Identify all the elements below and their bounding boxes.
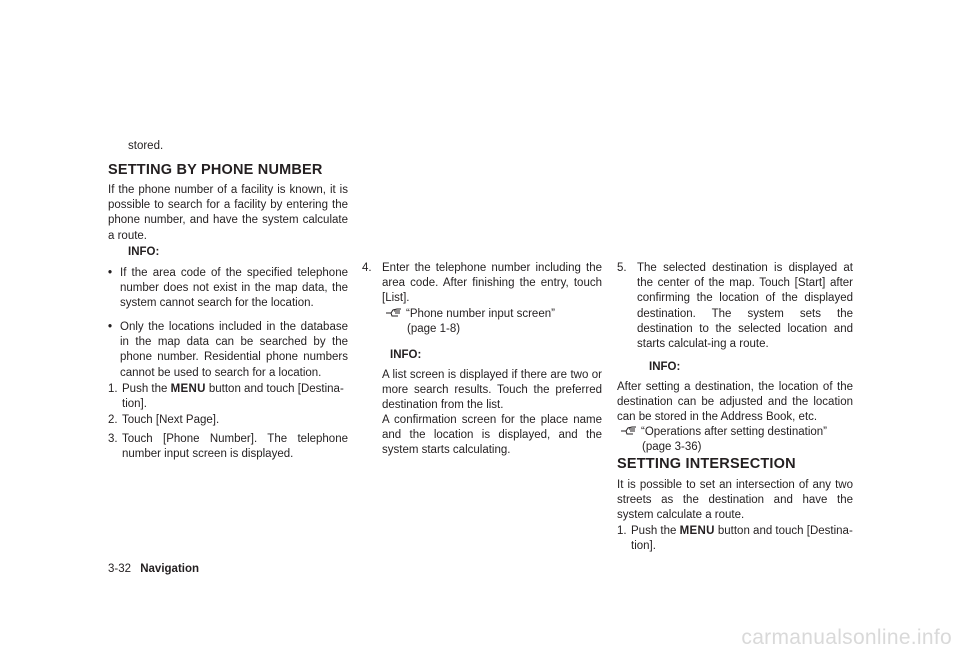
step-number: 1. xyxy=(108,383,118,395)
step-text: Touch [Next Page]. xyxy=(122,414,220,426)
intro-paragraph: It is possible to set an intersection of any two streets as the destination and have the system calculate a route. xyxy=(617,479,853,522)
step-5 xyxy=(617,261,853,352)
info-paragraph-1: A list screen is displayed if there are two or more search results. Touch the preferred destination from the list. xyxy=(382,369,602,412)
step-text-pre: Push the xyxy=(122,383,168,395)
info-paragraph-2: A confirmation screen for the place name and the location is displayed, and the system starts calculating. xyxy=(382,414,602,457)
page-number: 3-32 xyxy=(108,563,132,575)
reference-page: (page 3-36) xyxy=(642,441,702,454)
reference-page: (page 1-8) xyxy=(407,323,461,336)
step-text: Touch [Phone Number]. The telephone number input screen is displayed. xyxy=(122,433,348,461)
info-label: INFO: xyxy=(128,246,160,258)
step-1 xyxy=(108,382,348,412)
step-3 xyxy=(108,432,348,462)
step-number: 2. xyxy=(108,414,118,426)
info-label: INFO: xyxy=(390,349,422,361)
page-footer xyxy=(108,563,199,575)
step-number: 5. xyxy=(617,262,627,274)
bullet-dot: • xyxy=(108,321,113,333)
page-reference xyxy=(620,424,827,455)
step-text xyxy=(617,524,853,554)
info-bullet xyxy=(108,266,348,312)
info-paragraph: After setting a destination, the location of the destination can be adjusted and the location can be stored in the Address Book, etc. xyxy=(617,381,853,424)
step-text: Enter the telephone number including the area code. After finishing the entry, touch [List]. xyxy=(382,262,602,305)
watermark-logo: carmanualsonline.info xyxy=(741,626,952,649)
step-1 xyxy=(617,524,853,554)
page-reference xyxy=(385,306,555,337)
step-text-post: button and touch [Destina-tion]. xyxy=(631,525,853,553)
step-4 xyxy=(362,261,602,307)
info-bullet xyxy=(108,320,348,381)
reference-hand-icon xyxy=(620,424,638,436)
reference-hand-icon xyxy=(385,306,403,318)
continued-text: stored. xyxy=(128,140,164,152)
bullet-text: If the area code of the specified telephone number does not exist in the map data, the system cannot search for the location. xyxy=(120,267,348,310)
section-heading-intersection: SETTING INTERSECTION xyxy=(617,456,796,472)
step-number: 1. xyxy=(617,525,627,537)
info-label: INFO: xyxy=(649,361,681,373)
menu-button-label: MENU xyxy=(679,525,715,537)
section-heading-phone-number: SETTING BY PHONE NUMBER xyxy=(108,162,323,178)
step-text-pre: Push the xyxy=(631,525,677,537)
bullet-dot: • xyxy=(108,267,113,279)
section-name: Navigation xyxy=(140,563,200,575)
step-text-post: button and touch [Destina-tion]. xyxy=(122,383,344,411)
bullet-text: Only the locations included in the database in the map data can be searched by the phone number. Residential phone numbers cannot be used to search for a location. xyxy=(120,321,348,379)
intro-paragraph: If the phone number of a facility is known, it is possible to search for a facility by entering the phone number, and have the system calculate a route. xyxy=(108,184,348,242)
step-2 xyxy=(108,413,348,428)
reference-title: “Operations after setting destination” xyxy=(641,426,828,438)
reference-title: “Phone number input screen” xyxy=(406,308,555,320)
menu-button-label: MENU xyxy=(170,383,206,395)
step-text: The selected destination is displayed at the center of the map. Touch [Start] after confirming the location of the displayed destination. The system sets the destination to the selected location and starts calculat-ing a route. xyxy=(637,262,853,351)
step-number: 3. xyxy=(108,433,118,445)
step-text xyxy=(108,382,348,412)
step-number: 4. xyxy=(362,262,372,274)
